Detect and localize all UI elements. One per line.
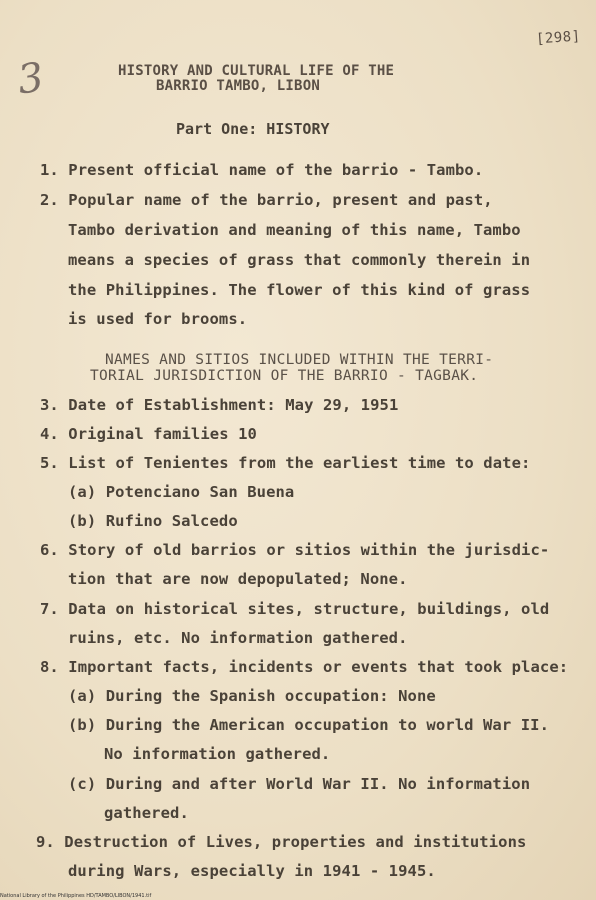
item-line: 8. Important facts, incidents or events that took place: xyxy=(40,658,569,676)
item-line: (c) During and after World War II. No information xyxy=(68,775,531,793)
item-line: (a) During the Spanish occupation: None xyxy=(68,687,436,705)
item-line: gathered. xyxy=(104,804,189,822)
document-title-line2: BARRIO TAMBO, LIBON xyxy=(156,78,320,94)
item-line: 3. Date of Establishment: May 29, 1951 xyxy=(40,396,399,414)
item-line: tion that are now depopulated; None. xyxy=(68,570,408,588)
item-line: the Philippines. The flower of this kind of grass xyxy=(68,281,531,299)
footer-credit: National Library of the Philippines HD/TAMBO/LIBON/1941.tif xyxy=(0,893,152,899)
item-line: ruins, etc. No information gathered. xyxy=(68,629,408,647)
handwritten-margin-note: 3 xyxy=(14,54,47,104)
subheading-line1: NAMES AND SITIOS INCLUDED WITHIN THE TERRI- xyxy=(105,352,494,368)
item-line: No information gathered. xyxy=(104,745,331,763)
item-line: 7. Data on historical sites, structure, buildings, old xyxy=(40,600,550,618)
item-line: (a) Potenciano San Buena xyxy=(68,483,295,501)
item-line: 5. List of Tenientes from the earliest time to date: xyxy=(40,454,531,472)
item-line: 4. Original families 10 xyxy=(40,425,257,443)
item-line: 2. Popular name of the barrio, present and past, xyxy=(40,191,493,209)
page-number: [298] xyxy=(535,28,582,48)
item-line: Tambo derivation and meaning of this name, Tambo xyxy=(68,221,521,239)
item-line: 6. Story of old barrios or sitios within the jurisdic- xyxy=(40,541,550,559)
item-line: is used for brooms. xyxy=(68,310,248,328)
item-line: (b) Rufino Salcedo xyxy=(68,512,238,530)
part-heading: Part One: HISTORY xyxy=(176,120,330,138)
item-line: during Wars, especially in 1941 - 1945. xyxy=(68,862,436,880)
item-line: 9. Destruction of Lives, properties and institutions xyxy=(36,833,527,851)
item-line: 1. Present official name of the barrio - Tambo. xyxy=(40,161,484,179)
item-line: (b) During the American occupation to world War II. xyxy=(68,716,550,734)
document-title-line1: HISTORY AND CULTURAL LIFE OF THE xyxy=(118,63,395,79)
subheading-line2: TORIAL JURISDICTION OF THE BARRIO - TAGBAK. xyxy=(90,368,479,384)
item-line: means a species of grass that commonly therein in xyxy=(68,251,531,269)
